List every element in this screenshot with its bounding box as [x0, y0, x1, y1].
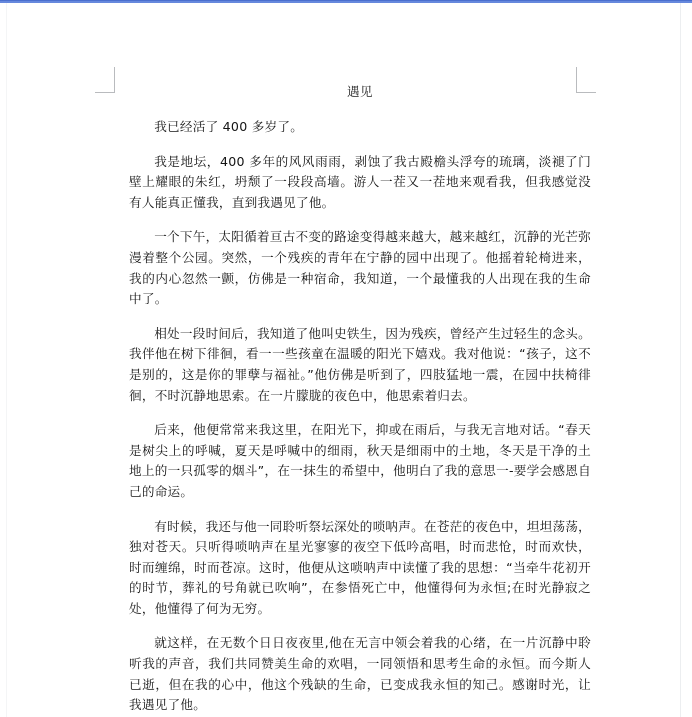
page-right-edge-rule — [680, 3, 681, 717]
document-paragraph: 我是地坛，400 多年的风风雨雨，剥蚀了我古殿檐头浮夸的琉璃，淡褪了门壁上耀眼的朱红，坍颓了一段段高墙。游人一茬又一茬地来观看我，但我感觉没有人能真正懂我，直到我遇见了他。 — [129, 153, 591, 210]
document-paragraph: 相处一段时间后，我知道了他叫史铁生，因为残疾，曾经产生过轻生的念头。我伴他在树下徘徊，看一一些孩童在温暖的阳光下嬉戏。我对他说：“孩子，这不是别的，这是你的罪孽与福祉。”他仿佛是听到了，四肢猛地一震，在园中扶椅徘徊，不时沉静地思索。在一片朦胧的夜色中，他思索着归去。 — [129, 325, 591, 403]
document-paragraph: 一个下午，太阳循着亘古不变的路途变得越来越大，越来越红，沉静的光芒弥漫着整个公园。突然，一个残疾的青年在宁静的园中出现了。他摇着轮椅进来，我的内心忽然一颤，仿佛是一种宿命，我知道，一个最懂我的人出现在我的生命中了。 — [129, 229, 591, 307]
document-paragraph: 就这样，在无数个日日夜夜里,他在无言中领会着我的心绪，在一片沉静中聆听我的声音，我们共同赞美生命的欢唱，一同领悟和思考生命的永恒。而今斯人已逝，但在我的心中，他这个残缺的生命，已变成我永恒的知己。感谢时光，让我遇见了他。 — [129, 635, 591, 713]
document-paragraph: 我已经活了 400 多岁了。 — [154, 119, 304, 134]
margin-crop-mark-top-left — [95, 67, 115, 93]
document-text-body[interactable] — [129, 83, 591, 716]
document-title: 遇见 — [346, 84, 373, 99]
crop-mark-vertical-line — [114, 67, 115, 93]
accent-bar-highlight — [0, 0, 692, 1]
document-page-sheet — [7, 3, 680, 717]
document-paragraph: 后来，他便常常来我这里，在阳光下，抑或在雨后，与我无言地对话。“春天是树尖上的呼喊，夏天是呼喊中的细雨，秋天是细雨中的土地，冬天是干净的土地上的一只孤零的烟斗”，在一抹生的希望中，他明白了我的意思一-要学会感恩自己的命运。 — [129, 422, 591, 499]
crop-mark-horizontal-line — [95, 92, 115, 93]
document-paragraph: 有时候，我还与他一同聆听祭坛深处的唢呐声。在苍茫的夜色中，坦坦荡荡，独对苍天。只听得唢呐声在星光寥寥的夜空下低吟高唱，时而悲怆，时而欢快，时而缠绵，时而苍凉。这时，他便从这唢呐声中读懂了我的思想：“当牵牛花初开的时节，葬礼的号角就已吹响”，在参悟死亡中，他懂得何为永恒;在时光静寂之处，他懂得了何为无穷。 — [129, 518, 591, 616]
